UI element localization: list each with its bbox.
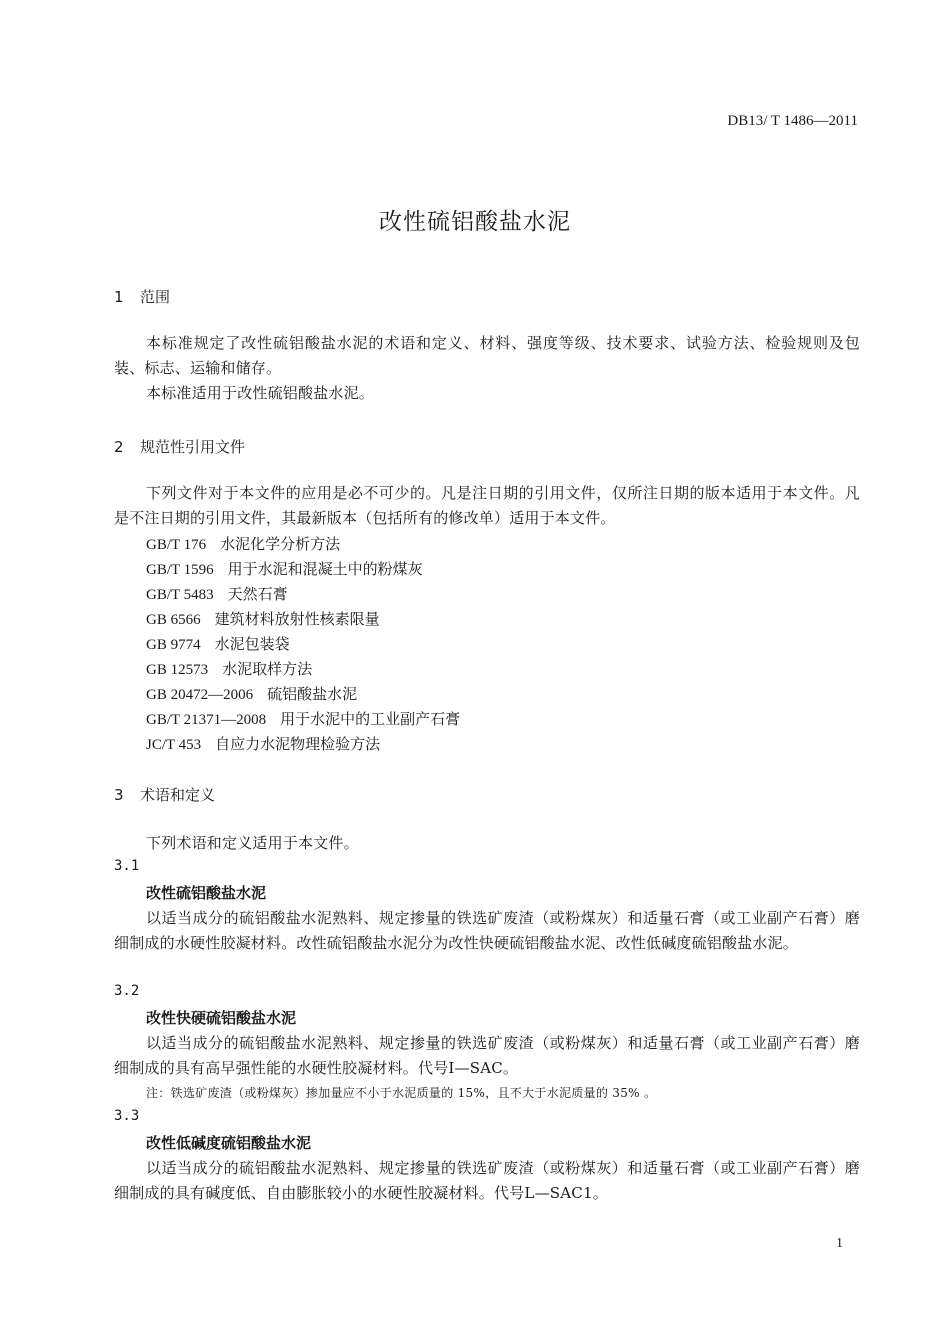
note: 注：铁选矿废渣（或粉煤灰）掺加量应不小于水泥质量的 15%，且不大于水泥质量的 35% 。 xyxy=(146,1086,657,1100)
document-code: DB13/ T 1486—2011 xyxy=(727,113,858,129)
term-title: 改性低碱度硫铝酸盐水泥 xyxy=(146,1134,312,1152)
reference-item: GB 20472—2006 硫铝酸盐水泥 xyxy=(146,685,358,703)
term-title: 改性快硬硫铝酸盐水泥 xyxy=(146,1009,297,1027)
term-definition: 以适当成分的硫铝酸盐水泥熟料、规定掺量的铁选矿废渣（或粉煤灰）和适量石膏（或工业副产石膏）磨细制成的具有碱度低、自由膨胀较小的水硬性胶凝材料。代号L—SAC1。 xyxy=(114,1159,860,1202)
term-title: 改性硫铝酸盐水泥 xyxy=(146,884,267,902)
reference-item: GB/T 5483 天然石膏 xyxy=(146,585,288,603)
reference-item: GB 6566 建筑材料放射性核素限量 xyxy=(146,610,380,628)
section-number: 3 xyxy=(114,786,124,804)
clause-number: 3.1 xyxy=(114,858,140,874)
reference-item: GB/T 21371—2008 用于水泥中的工业副产石膏 xyxy=(146,710,461,728)
section-title: 术语和定义 xyxy=(140,786,216,804)
term-definition: 以适当成分的硫铝酸盐水泥熟料、规定掺量的铁选矿废渣（或粉煤灰）和适量石膏（或工业副产石膏）磨细制成的水硬性胶凝材料。改性硫铝酸盐水泥分为改性快硬硫铝酸盐水泥、改性低碱度硫铝酸盐水泥。 xyxy=(114,909,860,952)
reference-item: GB/T 1596 用于水泥和混凝土中的粉煤灰 xyxy=(146,560,423,578)
section-title: 范围 xyxy=(140,288,171,306)
page-title: 改性硫铝酸盐水泥 xyxy=(379,209,571,235)
section-title: 规范性引用文件 xyxy=(140,438,246,456)
term-definition: 以适当成分的硫铝酸盐水泥熟料、规定掺量的铁选矿废渣（或粉煤灰）和适量石膏（或工业副产石膏）磨细制成的具有高早强性能的水硬性胶凝材料。代号I—SAC。 xyxy=(114,1034,860,1077)
reference-item: GB 12573 水泥取样方法 xyxy=(146,660,313,678)
section-3-paragraph-1: 下列术语和定义适用于本文件。 xyxy=(146,834,359,852)
reference-item: GB/T 176 水泥化学分析方法 xyxy=(146,535,341,553)
section-number: 1 xyxy=(114,288,124,306)
section-2-heading xyxy=(114,436,245,457)
section-1-heading xyxy=(114,286,170,307)
clause-number: 3.3 xyxy=(114,1108,140,1124)
section-1-paragraph-1: 本标准规定了改性硫铝酸盐水泥的术语和定义、材料、强度等级、技术要求、试验方法、检验规则及包装、标志、运输和储存。 xyxy=(114,334,860,377)
section-1-paragraph-2: 本标准适用于改性硫铝酸盐水泥。 xyxy=(146,384,375,402)
clause-number: 3.2 xyxy=(114,983,140,999)
reference-item: JC/T 453 自应力水泥物理检验方法 xyxy=(146,735,381,753)
section-3-heading xyxy=(114,784,215,805)
reference-item: GB 9774 水泥包装袋 xyxy=(146,635,290,653)
section-number: 2 xyxy=(114,438,124,456)
page-number: 1 xyxy=(836,1236,843,1251)
section-2-paragraph-1: 下列文件对于本文件的应用是必不可少的。凡是注日期的引用文件，仅所注日期的版本适用于本文件。凡是不注日期的引用文件，其最新版本（包括所有的修改单）适用于本文件。 xyxy=(114,484,860,527)
